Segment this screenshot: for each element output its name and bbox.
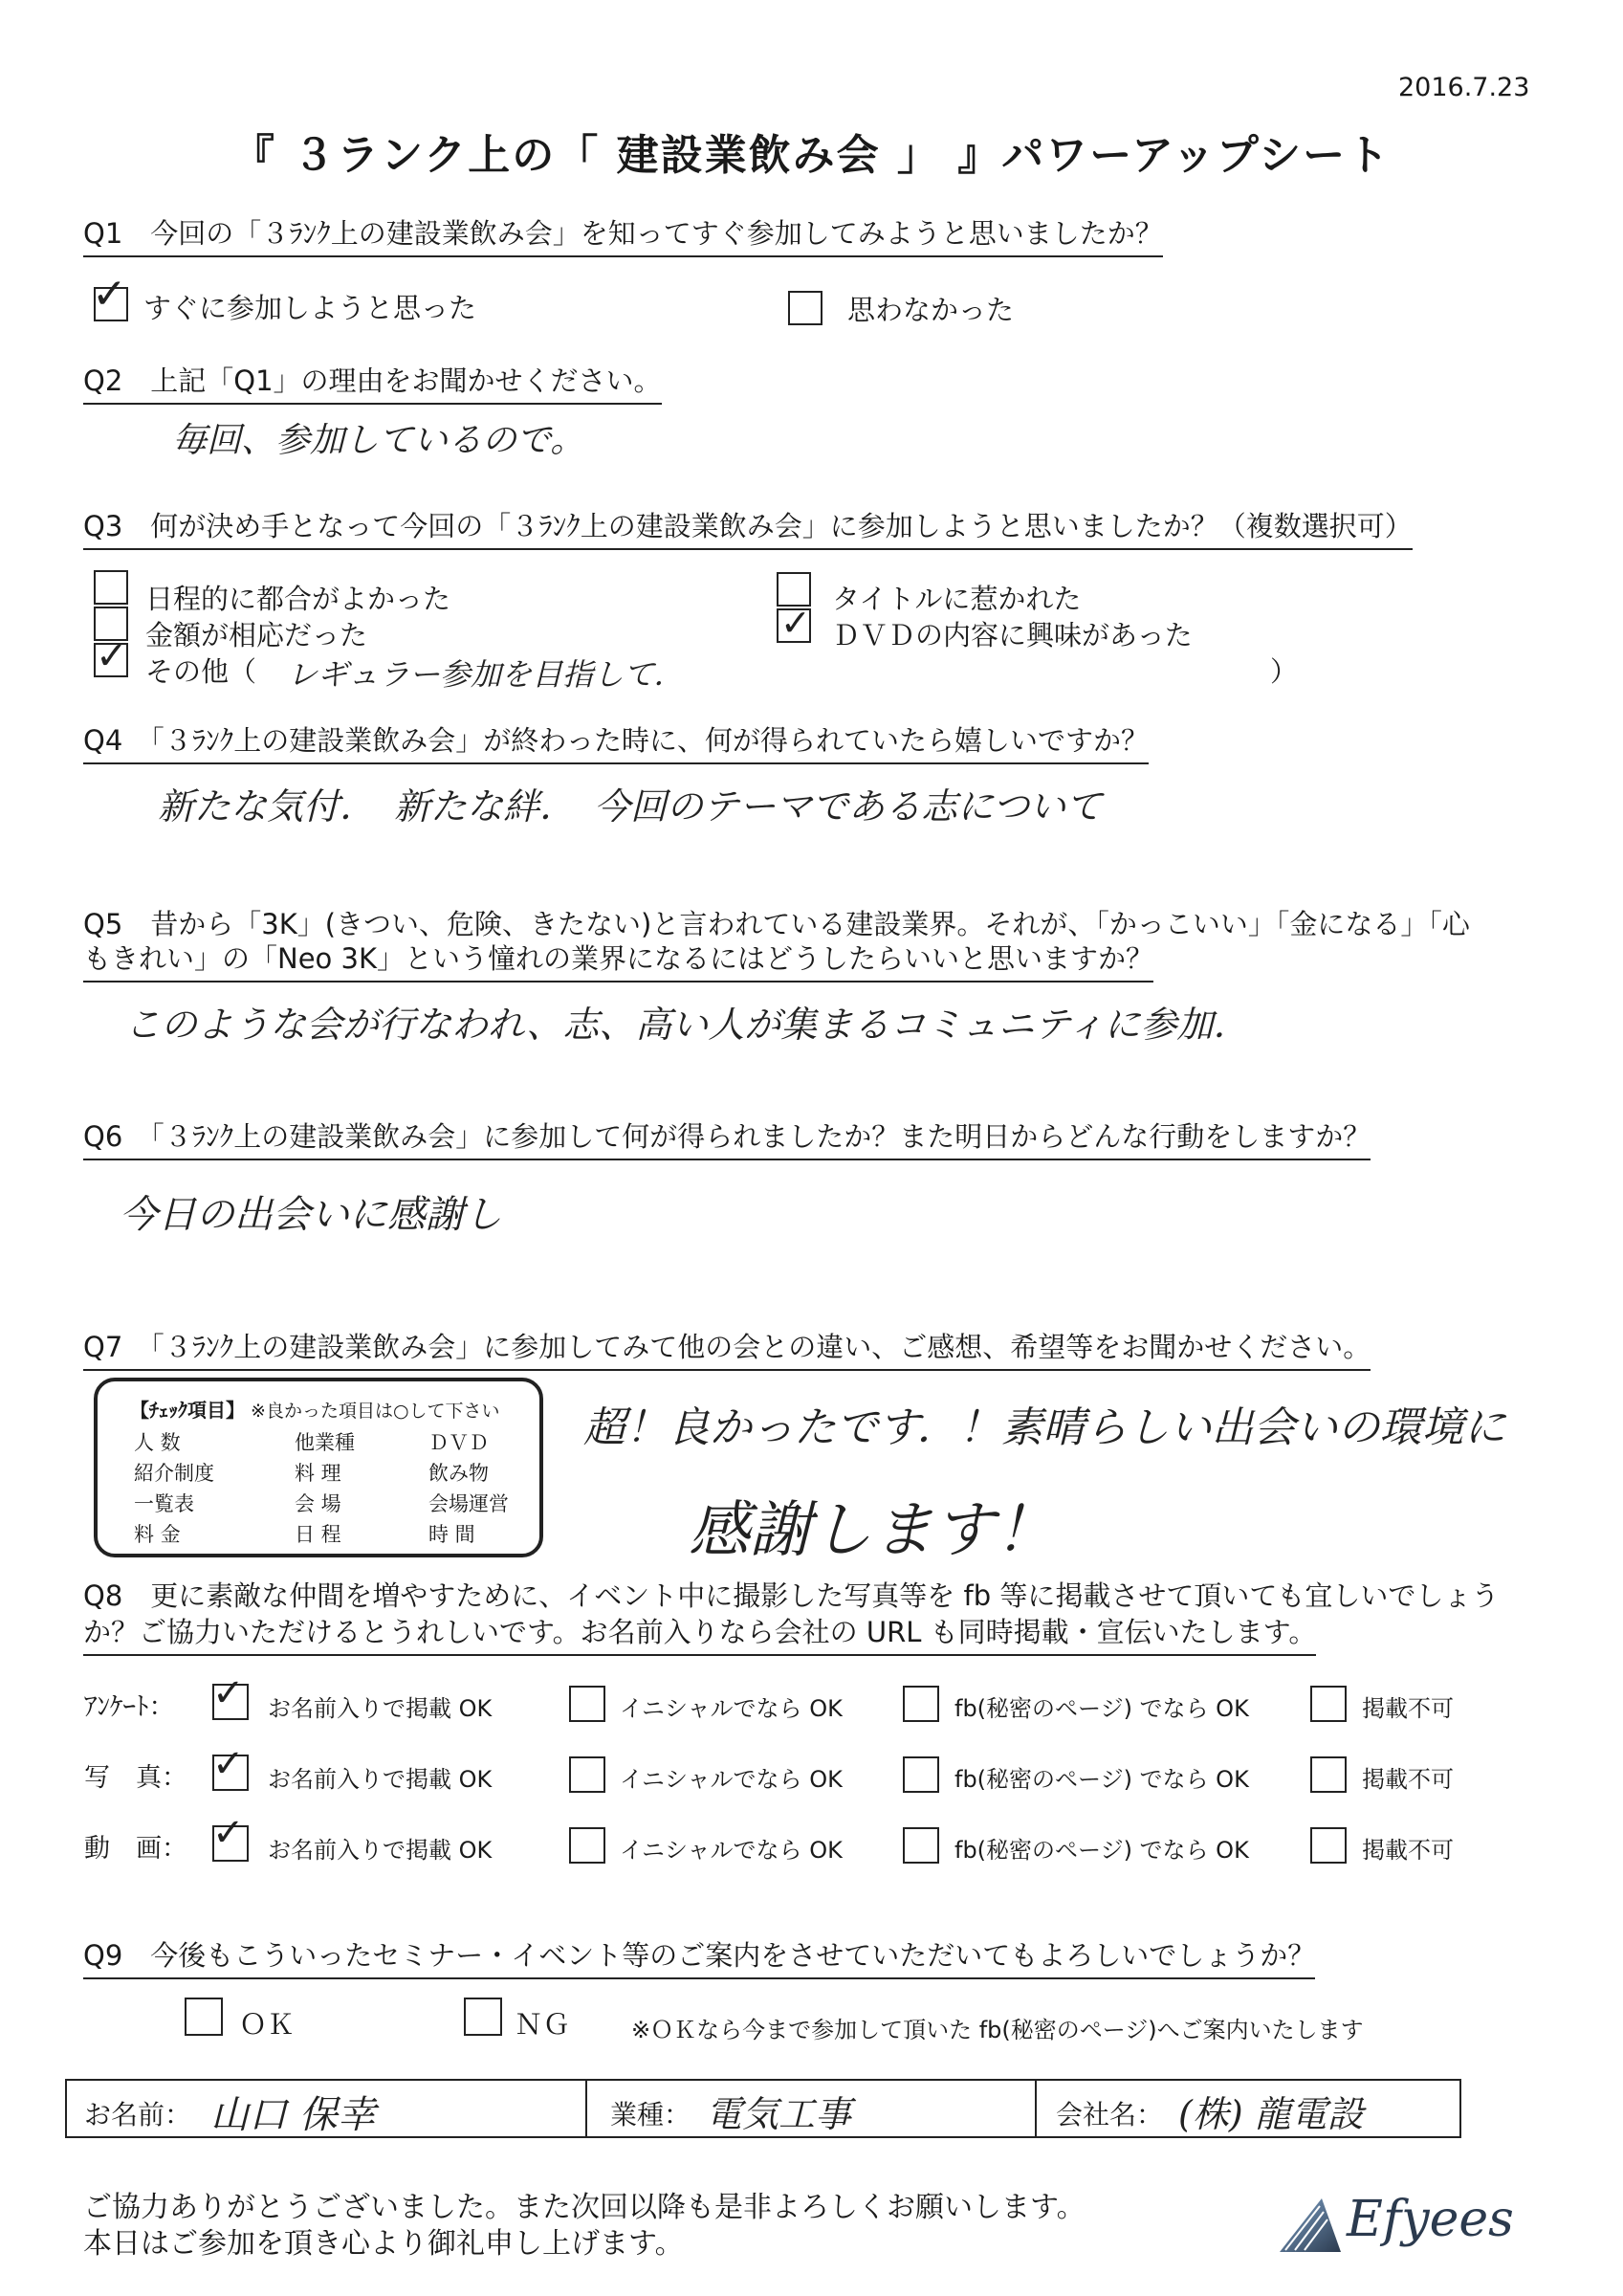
checklist-title: 【ﾁｪｯｸ項目】	[130, 1399, 245, 1422]
checklist-item[interactable]: 飲み物	[428, 1462, 489, 1485]
q8-survey-fb-checkbox[interactable]	[903, 1686, 939, 1722]
table-divider	[585, 2081, 587, 2136]
closing-line1: ご協力ありがとうございました。また次回以降も是非よろしくお願いします。	[83, 2191, 1086, 2224]
checkmark-icon: ✓	[92, 270, 127, 319]
q5-question-line1: Q5 昔から「3K」(きつい、危険、きたない)と言われている建設業界。それが、「かっこいい」「金になる」「心	[83, 908, 1470, 940]
industry-label: 業種：	[610, 2099, 691, 2130]
q5-answer: このような会が行なわれ、志、高い人が集まるコミュニティに参加．	[124, 1004, 1250, 1046]
q8-row-survey-label: ｱﾝｹｰﾄ：	[84, 1692, 175, 1722]
checklist-item[interactable]: 料 理	[295, 1462, 341, 1485]
q8-survey-none-checkbox[interactable]	[1310, 1686, 1347, 1722]
q8-option-fb: fb(秘密のページ) でなら OK	[954, 1837, 1249, 1864]
q8-video-fb-checkbox[interactable]	[903, 1827, 939, 1864]
q3-option-schedule-label: 日程的に都合がよかった	[145, 583, 451, 615]
q1-option-yes-label: すぐに参加しようと思った	[143, 292, 477, 324]
q8-survey-initial-checkbox[interactable]	[569, 1686, 605, 1722]
q4-answer: 新たな気付． 新たな絆． 今回のテーマである志について	[158, 785, 1103, 828]
q8-option-initial: イニシャルでなら OK	[620, 1766, 843, 1793]
q4-question: Q4 「３ﾗﾝｸ上の建設業飲み会」が終わった時に、何が得られていたら嬉しいですか？	[83, 719, 1149, 764]
q8-option-none: 掲載不可	[1362, 1837, 1454, 1864]
checklist-item[interactable]: 他業種	[295, 1431, 355, 1454]
checklist-item[interactable]: 日 程	[295, 1523, 341, 1546]
q8-photo-initial-checkbox[interactable]	[569, 1756, 605, 1793]
q9-question: Q9 今後もこういったセミナー・イベント等のご案内をさせていただいてもよろしいでしょうか？	[83, 1934, 1315, 1979]
q7-question: Q7 「３ﾗﾝｸ上の建設業飲み会」に参加してみて他の会との違い、ご感想、希望等をお聞かせください。	[83, 1326, 1371, 1371]
logo-triangle-icon	[1272, 2191, 1349, 2258]
respondent-info-table	[65, 2079, 1461, 2138]
checklist-note: ※良かった項目は○して下さい	[251, 1401, 500, 1422]
q8-option-fb: fb(秘密のページ) でなら OK	[954, 1695, 1249, 1722]
checklist-item[interactable]: 会場運営	[428, 1492, 509, 1515]
q9-ok-checkbox[interactable]	[185, 1998, 223, 2036]
page-title: 『 ３ランク上の「 建設業飲み会 」 』パワーアップシート	[231, 131, 1392, 180]
q8-option-named: お名前入りで掲載 OK	[268, 1837, 493, 1864]
q8-video-initial-checkbox[interactable]	[569, 1827, 605, 1864]
logo-text: Efyees	[1347, 2191, 1514, 2248]
q7-answer-line1: 超！良かったです．！素晴らしい出会いの環境に	[583, 1403, 1506, 1452]
name-label: お名前：	[84, 2099, 192, 2130]
q8-row-video-label: 動 画：	[84, 1834, 187, 1864]
q8-option-fb: fb(秘密のページ) でなら OK	[954, 1766, 1249, 1793]
q8-option-none: 掲載不可	[1362, 1695, 1454, 1722]
checkmark-icon: ✓	[212, 1671, 245, 1715]
q2-question: Q2 上記「Q1」の理由をお聞かせください。	[83, 360, 662, 405]
q1-question: Q1 今回の「３ﾗﾝｸ上の建設業飲み会」を知ってすぐ参加してみようと思いましたか？	[83, 212, 1163, 257]
q3-question: Q3 何が決め手となって今回の「３ﾗﾝｸ上の建設業飲み会」に参加しようと思いましたか？（複数選択可）	[83, 505, 1413, 550]
q1-option-no-checkbox[interactable]	[788, 291, 822, 325]
checklist-item[interactable]: ＤＶＤ	[428, 1431, 489, 1454]
q8-photo-fb-checkbox[interactable]	[903, 1756, 939, 1793]
q5-question-line2: もきれい」の「Neo 3K」という憧れの業界になるにはどうしたらいいと思いますか？	[83, 938, 1153, 982]
q3-option-title-label: タイトルに惹かれた	[832, 583, 1082, 615]
checkmark-icon: ✓	[212, 1811, 245, 1855]
q8-option-initial: イニシャルでなら OK	[620, 1695, 843, 1722]
q8-option-named: お名前入りで掲載 OK	[268, 1695, 493, 1722]
checklist-item[interactable]: 紹介制度	[134, 1462, 214, 1485]
industry-value[interactable]: 電気工事	[706, 2093, 852, 2135]
checklist-item[interactable]: 一覧表	[134, 1492, 194, 1515]
checklist-item[interactable]: 料 金	[134, 1523, 181, 1546]
q3-option-dvd-label: ＤＶＤの内容に興味があった	[832, 619, 1193, 651]
q9-ok-label: ＯＫ	[239, 2008, 296, 2041]
checklist-header	[130, 1395, 500, 1423]
checklist-item[interactable]: 人 数	[134, 1431, 181, 1454]
q1-option-no-label: 思わなかった	[847, 294, 1015, 326]
name-value[interactable]: 山口 保幸	[210, 2093, 376, 2137]
q2-answer: 毎回、参加しているので。	[172, 421, 585, 460]
q7-checklist	[94, 1378, 543, 1557]
q3-other-close: ）	[1270, 655, 1299, 688]
q6-question: Q6 「３ﾗﾝｸ上の建設業飲み会」に参加して何が得られましたか？また明日からどんな行動をしますか？	[83, 1115, 1371, 1160]
q8-option-named: お名前入りで掲載 OK	[268, 1766, 493, 1793]
q6-answer: 今日の出会いに感謝し	[120, 1193, 502, 1237]
q3-option-schedule-checkbox[interactable]	[94, 570, 128, 605]
checkmark-icon: ✓	[780, 602, 811, 644]
table-divider	[1035, 2081, 1037, 2136]
company-value[interactable]: (株) 龍電設	[1178, 2093, 1364, 2135]
q8-option-initial: イニシャルでなら OK	[620, 1837, 843, 1864]
q3-other-answer: レギュラー参加を目指して．	[287, 656, 685, 693]
efyees-logo	[1272, 2191, 1521, 2258]
q8-row-photo-label: 写 真：	[84, 1763, 187, 1793]
q3-option-other-label: その他（	[145, 655, 257, 688]
q8-photo-none-checkbox[interactable]	[1310, 1756, 1347, 1793]
q9-note: ※ＯＫなら今まで参加して頂いた fb(秘密のページ)へご案内いたします	[631, 2017, 1364, 2043]
checklist-item[interactable]: 時 間	[428, 1523, 475, 1546]
q9-ng-label: ＮＧ	[515, 2008, 571, 2041]
date: 2016.7.23	[1398, 73, 1530, 102]
q8-question-line2: か？ご協力いただけるとうれしいです。お名前入りなら会社の URL も同時掲載・宣伝いたします。	[83, 1611, 1316, 1656]
checkmark-icon: ✓	[96, 634, 128, 678]
checkmark-icon: ✓	[212, 1742, 245, 1786]
q8-video-none-checkbox[interactable]	[1310, 1827, 1347, 1864]
q8-option-none: 掲載不可	[1362, 1766, 1454, 1793]
q8-question-line1: Q8 更に素敵な仲間を増やすために、イベント中に撮影した写真等を fb 等に掲載させて頂いても宜しいでしょう	[83, 1579, 1500, 1612]
closing-line2: 本日はご参加を頂き心より御礼申し上げます。	[83, 2227, 684, 2261]
q7-answer-line2: 感謝します！	[689, 1495, 1056, 1566]
q3-option-price-label: 金額が相応だった	[145, 619, 368, 651]
company-label: 会社名：	[1056, 2099, 1164, 2130]
q9-ng-checkbox[interactable]	[464, 1998, 502, 2036]
checklist-item[interactable]: 会 場	[295, 1492, 341, 1515]
